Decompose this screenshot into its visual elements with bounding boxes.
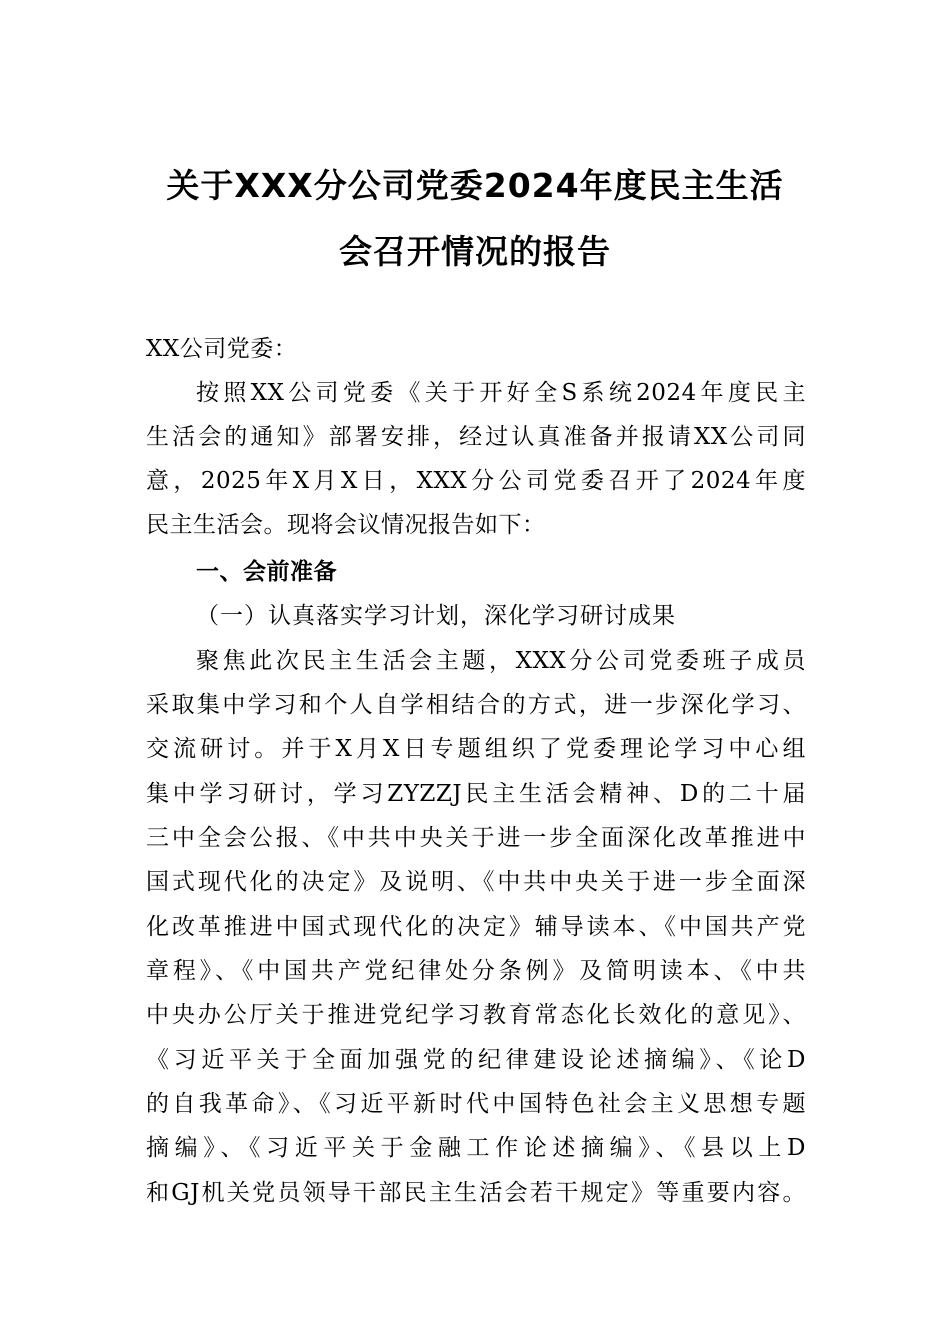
body-line: 三中全会公报、《中共中央关于进一步全面深化改革推进中 [146, 825, 806, 851]
body-line: 国式现代化的决定》及说明、《中共中央关于进一步全面深 [146, 869, 806, 895]
salutation: XX公司党委： [146, 336, 298, 362]
body-line: 摘编》、《习近平关于金融工作论述摘编》、《县以上D [146, 1135, 806, 1161]
body-line: 的自我革命》、《习近平新时代中国特色社会主义思想专题 [146, 1091, 806, 1117]
body-line: 交流研讨。并于X月X日专题组织了党委理论学习中心组 [146, 736, 806, 762]
body-line: 《习近平关于全面加强党的纪律建设论述摘编》、《论D [146, 1047, 806, 1073]
intro-line: 按照XX公司党委《关于开好全S系统2024年度民主 [196, 380, 806, 406]
body-line: 中央办公厅关于推进党纪学习教育常态化长效化的意见》、 [146, 1002, 806, 1028]
body-line: 化改革推进中国式现代化的决定》辅导读本、《中国共产党 [146, 914, 806, 940]
body-line: 集中学习研讨，学习ZYZZJ民主生活会精神、D的二十届 [146, 781, 806, 807]
document-title-line-1: 关于XXX分公司党委2024年度民主生活 [166, 166, 784, 205]
body-line: 和GJ机关党员领导干部民主生活会若干规定》等重要内容。 [146, 1180, 806, 1206]
document-title-line-2: 会召开情况的报告 [339, 232, 611, 271]
section-heading: 一、会前准备 [196, 559, 337, 585]
body-line: 聚焦此次民主生活会主题，XXX分公司党委班子成员 [196, 648, 806, 674]
intro-line: 意，2025年X月X日，XXX分公司党委召开了2024年度 [146, 468, 806, 494]
body-line: 章程》、《中国共产党纪律处分条例》及简明读本、《中共 [146, 958, 806, 984]
body-line: 采取集中学习和个人自学相结合的方式，进一步深化学习、 [146, 692, 806, 718]
intro-line: 生活会的通知》部署安排，经过认真准备并报请XX公司同 [146, 424, 806, 450]
intro-line: 民主生活会。现将会议情况报告如下： [146, 512, 546, 538]
subsection-heading: （一）认真落实学习计划，深化学习研讨成果 [196, 603, 676, 629]
